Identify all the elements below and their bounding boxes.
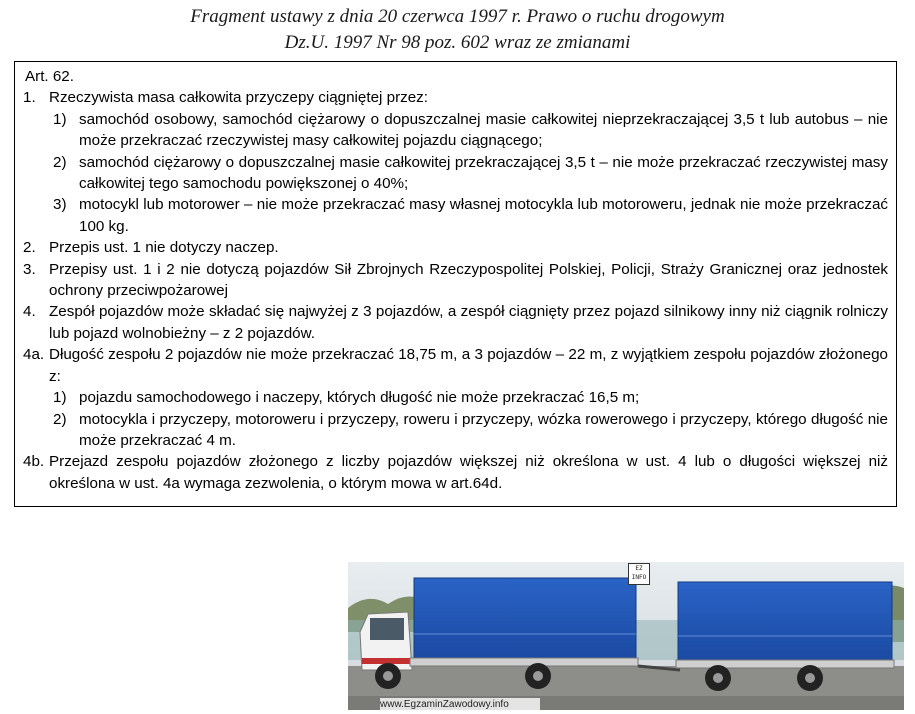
subpoint-number: 2) [53, 153, 67, 171]
subpoint-text: motocykla i przyczepy, motoroweru i przyczepy, roweru i przyczepy, wózka rowerowego i przyczepy, którego długość nie może przekraczać 4 m. [79, 410, 888, 449]
point-number: 4a. [23, 346, 45, 364]
subpoint-number: 2) [53, 410, 67, 428]
point-1-subpoint-3 [23, 194, 888, 237]
point-text: Długość zespołu 2 pojazdów nie może przekraczać 18,75 m, a 3 pojazdów – 22 m, z wyjątkiem zespołu pojazdów złożonego z: [49, 346, 888, 385]
point-text: Przejazd zespołu pojazdów złożonego z liczby pojazdów większej niż określona w ust. 4 lub o długości większej niż określona w ust. 4a wymaga zezwolenia, o którym mowa w art.64d. [49, 453, 888, 492]
point-text: Przepis ust. 1 nie dotyczy naczep. [49, 239, 279, 257]
badge-bottom: INFO [631, 574, 647, 581]
point-4a-subpoint-2 [23, 409, 888, 452]
trailer-chassis [676, 660, 894, 668]
truck-wheel-rear-hub [533, 671, 543, 681]
header-title: Fragment ustawy z dnia 20 czerwca 1997 r. Prawo o ruchu drogowym [190, 6, 725, 27]
document-header [0, 4, 915, 56]
ez-info-badge [628, 563, 650, 585]
subpoint-number: 3) [53, 196, 67, 214]
truck-wheel-front-hub [383, 671, 393, 681]
point-number: 1. [23, 89, 36, 107]
point-4 [23, 301, 888, 344]
point-text: Zespół pojazdów może składać się najwyżej z 3 pojazdów, a zespół ciągnięty przez pojazd silnikowy inny niż ciągnik rolniczy lub pojazd wolnobieżny – z 2 pojazdów. [49, 303, 888, 342]
truck-trailer-illustration [348, 562, 904, 710]
article-box [14, 61, 897, 507]
cab-window [370, 618, 404, 640]
point-text: Rzeczywista masa całkowita przyczepy ciągniętej przez: [49, 89, 428, 107]
trailer-box [678, 582, 892, 660]
point-number: 4. [23, 303, 36, 321]
watermark-link[interactable]: www.EgzaminZawodowy.info [380, 698, 540, 711]
article-title: Art. 62. [25, 68, 74, 85]
trailer-wheel-2-hub [805, 673, 815, 683]
subpoint-number: 1) [53, 389, 67, 407]
header-citation: Dz.U. 1997 Nr 98 poz. 602 wraz ze zmianami [284, 32, 631, 53]
subpoint-number: 1) [53, 110, 67, 128]
point-4b [23, 451, 888, 494]
point-number: 2. [23, 239, 36, 257]
point-2 [23, 237, 888, 258]
truck-box [414, 578, 636, 658]
truck-chassis [410, 658, 638, 666]
subpoint-text: samochód osobowy, samochód ciężarowy o dopuszczalnej masie całkowitej nieprzekraczającej 3,5 t lub autobus – nie może przekraczać rzeczywistej masy całkowitej pojazdu ciągnącego; [79, 110, 888, 150]
subpoint-text: samochód ciężarowy o dopuszczalnej masie całkowitej przekraczającej 3,5 t – nie może przekraczać rzeczywistej masy całkowitej tego samochodu powiększonej o 40%; [79, 153, 888, 193]
point-1-subpoint-1 [23, 109, 888, 152]
badge-top: EZ [635, 565, 643, 572]
point-3 [23, 259, 888, 302]
point-number: 4b. [23, 453, 45, 471]
subpoint-text: motocykl lub motorower – nie może przekraczać masy własnej motocykla lub motoroweru, jednak nie może przekraczać 100 kg. [79, 196, 888, 235]
point-number: 3. [23, 260, 36, 278]
truck-trailer-photo [348, 562, 904, 710]
point-4a [23, 344, 888, 387]
subpoint-text: pojazdu samochodowego i naczepy, których długość nie może przekraczać 16,5 m; [79, 389, 640, 407]
trailer-wheel-1-hub [713, 673, 723, 683]
point-1 [23, 87, 888, 108]
point-1-subpoint-2 [23, 152, 888, 195]
point-4a-subpoint-1 [23, 387, 888, 408]
point-text: Przepisy ust. 1 i 2 nie dotyczą pojazdów Sił Zbrojnych Rzeczypospolitej Polskiej, Policji, Straży Granicznej oraz jednostek ochrony przeciwpożarowej [49, 260, 888, 300]
